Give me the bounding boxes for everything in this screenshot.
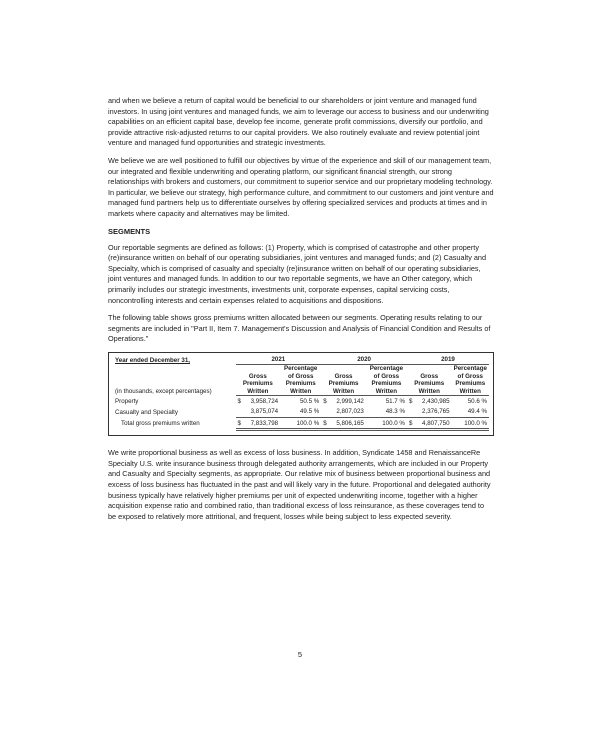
section-heading-segments: SEGMENTS — [108, 226, 151, 236]
dollar-sign: $ — [323, 397, 327, 405]
table-row-casualty-specialty — [113, 406, 489, 417]
units-label: (in thousands, except percentages) — [115, 388, 212, 395]
gross-premiums-table — [113, 356, 489, 431]
year-ended-label: Year ended December 31, — [115, 357, 190, 365]
table-row-property — [113, 395, 489, 406]
table-year-header-row — [113, 356, 489, 365]
cell-pct-2021: 50.5 % — [299, 397, 320, 405]
cell-pct-2020: 48.3 % — [385, 408, 405, 416]
cell-gross-2021: 3,958,724 — [250, 397, 279, 405]
year-header-2021: 2021 — [236, 356, 322, 365]
cell-gross-2020: 2,999,142 — [336, 397, 364, 405]
column-header-pct-2021: Percentage of Gross Premiums Written — [280, 365, 321, 396]
cell-gross-2020: 5,806,165 — [329, 417, 366, 429]
cell-gross-2020: 2,807,023 — [336, 408, 364, 416]
page-number: 5 — [297, 650, 303, 659]
gross-premiums-table-frame — [108, 352, 494, 436]
dollar-sign — [407, 406, 414, 417]
row-label: Property — [115, 397, 139, 405]
dollar-sign — [236, 406, 243, 417]
cell-pct-2020: 100.0 % — [366, 417, 407, 429]
year-header-2020: 2020 — [321, 356, 407, 365]
paragraph-segments-definition: Our reportable segments are defined as follows: (1) Property, which is comprised of catastrophe and other property (re)insurance written on behalf of our operating subsidiaries, joint ventures and managed funds; and (2) Casualty and Specialty, which is comprised of casualty and specialty (re)insurance written on behalf of our operating subsidiaries, joint ventures and managed funds. In addition to our two reportable segments, we have an Other category, which primarily includes our strategic investments, investments unit, corporate expenses, capital servicing costs, noncontrolling interests and certain expenses related to acquisitions and dispositions. — [108, 242, 487, 305]
cell-gross-2019: 2,430,985 — [422, 397, 450, 405]
cell-pct-2019: 49.4 % — [467, 408, 487, 416]
dollar-sign — [321, 406, 328, 417]
column-header-pct-2020: Percentage of Gross Premiums Written — [366, 365, 407, 396]
table-column-header-row — [113, 365, 489, 396]
cell-pct-2020: 51.7 % — [385, 397, 405, 405]
table-row-total — [113, 417, 489, 429]
column-header-gross-2019: Gross Premiums Written — [407, 365, 452, 396]
cell-pct-2019: 50.6 % — [467, 397, 487, 405]
dollar-sign: $ — [321, 417, 328, 429]
dollar-sign: $ — [237, 397, 241, 405]
dollar-sign: $ — [408, 397, 413, 405]
dollar-sign: $ — [236, 417, 243, 429]
column-header-gross-2020: Gross Premiums Written — [321, 365, 366, 396]
paragraph-business-mix: We write proportional business as well as excess of loss business. In addition, Syndicate 1458 and RenaissanceRe Specialty U.S. write insurance business through delegated authority arrangements, which are included in our Property and Casualty and Specialty segments, as appropriate. Our relative mix of business between proportional business and excess of loss business has fluctuated in the past and will likely vary in the future. Proportional and delegated authority business typically have relatively higher premiums per unit of expected underwriting income, together with a higher acquisition expense ratio and combined ratio, than traditional excess of loss reinsurance, as these coverages tend to be exposed to relatively more attritional, and frequent, losses while being subject to less expected severity. — [108, 448, 491, 521]
cell-gross-2021: 3,875,074 — [250, 408, 279, 416]
year-header-2019: 2019 — [407, 356, 489, 365]
column-header-gross-2021: Gross Premiums Written — [236, 365, 281, 396]
paragraph-table-intro: The following table shows gross premiums written allocated between our segments. Operating results relating to our segments are included in "Part II, Item 7. Management's Discussion and Analysis of Financial Condition and Results of Operations." — [108, 313, 491, 344]
cell-gross-2019: 4,807,750 — [414, 417, 451, 429]
dollar-sign: $ — [407, 417, 414, 429]
paragraph-positioning: We believe we are well positioned to fulfill our objectives by virtue of the experience and skill of our management team, our integrated and flexible underwriting and operating platform, our significant financial strength, our strong relationships with brokers and customers, our commitment to superior service and our proprietary modeling technology. In particular, we believe our strategy, high performance culture, and commitment to our customers and joint venture and managed fund partners help us to differentiate ourselves by offering specialized services and products at times and in markets where capacity and alternatives may be limited. — [108, 155, 494, 218]
cell-pct-2021: 49.5 % — [299, 408, 320, 416]
row-label: Total gross premiums written — [121, 420, 200, 428]
row-label: Casualty and Specialty — [115, 408, 178, 416]
cell-gross-2019: 2,376,765 — [422, 408, 450, 416]
cell-gross-2021: 7,833,798 — [243, 417, 280, 429]
cell-pct-2021: 100.0 % — [280, 417, 321, 429]
document-page — [108, 96, 494, 529]
cell-pct-2019: 100.0 % — [452, 417, 489, 429]
paragraph-intro-continued: and when we believe a return of capital would be beneficial to our shareholders or joint venture and managed fund investors. In using joint ventures and managed funds, we aim to leverage our access to business and our underwriting capabilities on an efficient capital base, develop fee income, generate profit commissions, diversify our portfolio, and provide attractive risk-adjusted returns to our capital providers. We also routinely evaluate and review potential joint venture and managed fund opportunities and strategic investments. — [108, 96, 489, 148]
column-header-pct-2019: Percentage of Gross Premiums Written — [452, 365, 489, 396]
